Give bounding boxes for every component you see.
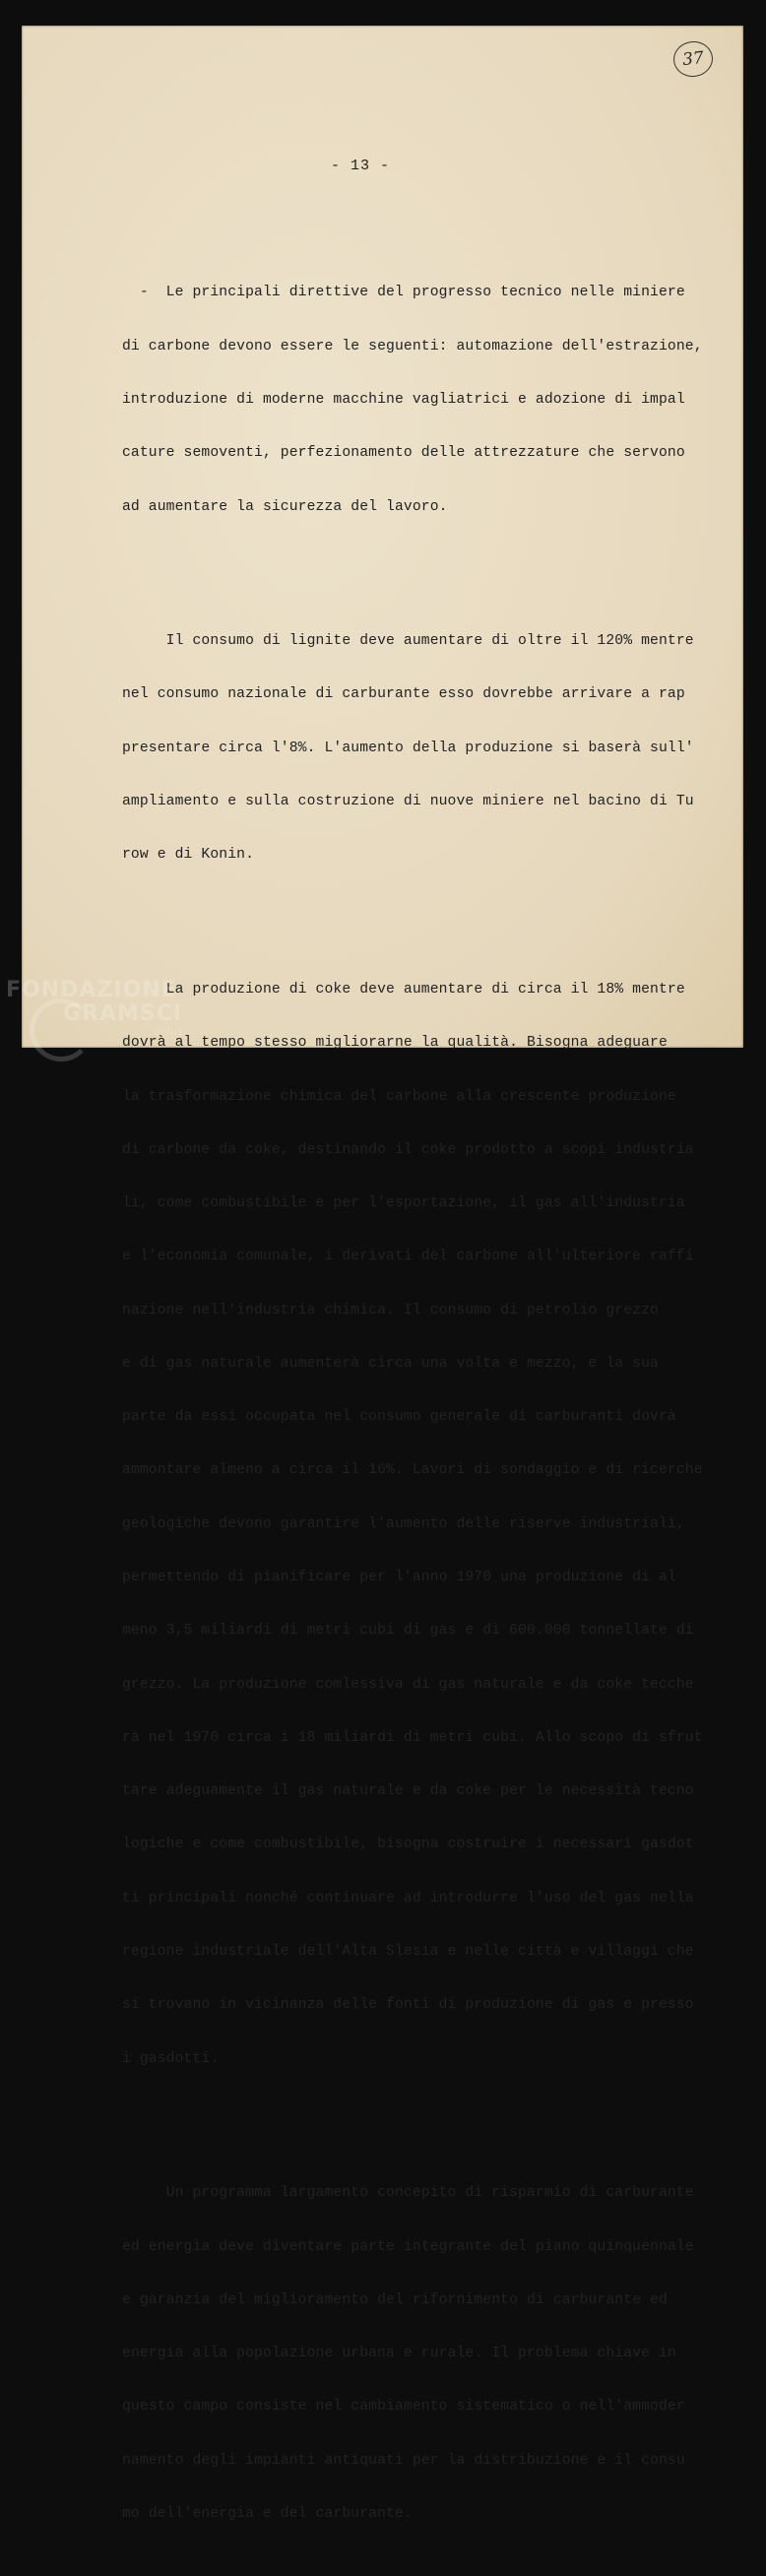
text-line: geologiche devono garantire l'aumento delle riserve industriali, [122,1515,685,1532]
watermark-line-3: onlus [154,1025,183,1038]
watermark-line-1: FONDAZIONE [6,978,177,1002]
text-line: La produzione di coke deve aumentare di circa il 18% mentre [122,981,685,998]
text-line: la trasformazione chimica del carbone alla crescente produzione [122,1088,676,1105]
text-line: si trovano in vicinanza delle fonti di produzione di gas e presso [122,1997,694,2014]
text-line: rà nel 1970 circa i 18 miliardi di metri cubi. Allo scopo di sfrut [122,1729,703,1746]
text-line: nazione nell'industria chimica. Il consumo di petrolio grezzo [122,1302,659,1319]
archive-number-stamp: 37 [671,39,715,79]
text-line: ampliamento e sulla costruzione di nuove miniere nel bacino di Tu [122,794,694,809]
text-line: ed energia deve diventare parte integrante del piano quinquennale [122,2238,694,2255]
text-line: energia alla popolazione urbana e rurale. Il problema chiave in [122,2346,676,2362]
text-line: cature semoventi, perfezionamento delle attrezzature che servono [122,445,685,462]
text-line: - Le principali direttive del progresso tecnico nelle miniere [122,285,685,301]
text-line: namento degli impianti antiquati per la distribuzione e il consu [122,2452,685,2469]
page-number: - 13 - [331,158,391,174]
text-line: meno 3,5 miliardi di metri cubi di gas e di 600.000 tonnellate di [122,1623,694,1640]
text-line: parte da essi occupata nel consumo generale di carburanti dovrà [122,1409,676,1426]
text-line: di carbone devono essere le seguenti: automazione dell'estrazione, [122,338,703,354]
paragraph-2 [122,597,723,900]
paragraph-3 [122,945,723,2103]
text-line: row e di Konin. [122,847,255,864]
text-line: questo campo consiste nel cambiamento sistematico o nell'ammoder [122,2399,685,2415]
text-line: Un programma largamento concepito di risparmio di carburante [122,2185,694,2202]
text-line: grezzo. La produzione comlessiva di gas naturale e da coke tecche [122,1676,694,1693]
text-line: presentare circa l'8%. L'aumento della produzione si baserà sull' [122,740,694,756]
text-line: regione industriale dell'Alta Slesia e nelle città e villaggi che [122,1944,694,1960]
text-line: nel consumo nazionale di carburante esso dovrebbe arrivare a rap [122,686,685,703]
text-line: ti principali nonché continuare ad introdurre l'uso del gas nella [122,1890,694,1906]
text-line: logiche e come combustibile, bisogna costruire i necessari gasdot [122,1836,694,1853]
text-line: tare adeguamente il gas naturale e da coke per le necessità tecno [122,1783,694,1800]
g-logo-icon [30,998,93,1062]
text-line: Il consumo di lignite deve aumentare di oltre il 120% mentre [122,633,694,650]
fondazione-gramsci-watermark [6,979,182,1038]
text-line: ammontare almeno a circa il 16%. Lavori di sondaggio e di ricerche [122,1462,703,1479]
text-line: i gasdotti. [122,2050,220,2067]
document-body [122,213,723,2576]
text-line: permettendo di pianificare per l'anno 1970 una produzione di al [122,1570,676,1586]
text-line: di carbone da coke, destinando il coke prodotto a scopi industria [122,1141,694,1158]
text-line: introduzione di moderne macchine vagliatrici e adozione di impal [122,391,685,408]
text-line: li, come combustibile e per l'esportazione, il gas all'industria [122,1195,685,1212]
paragraph-1 [122,248,723,551]
text-line: e garanzia del miglioramento del rifornimento di carburante ed [122,2291,668,2308]
text-line: ad aumentare la sicurezza del lavoro. [122,498,448,515]
watermark-line-2: GRAMSCI [63,1001,183,1026]
text-line: e l'economia comunale, i derivati del carbone all'ulteriore raffi [122,1249,694,1265]
text-line: e di gas naturale aumenterà circa una volta e mezzo, e la sua [122,1355,659,1372]
text-line: mo dell'energia e del carburante. [122,2505,413,2522]
text-line: dovrà al tempo stesso migliorarne la qualità. Bisogna adeguare [122,1035,668,1052]
paragraph-4 [122,2149,723,2558]
